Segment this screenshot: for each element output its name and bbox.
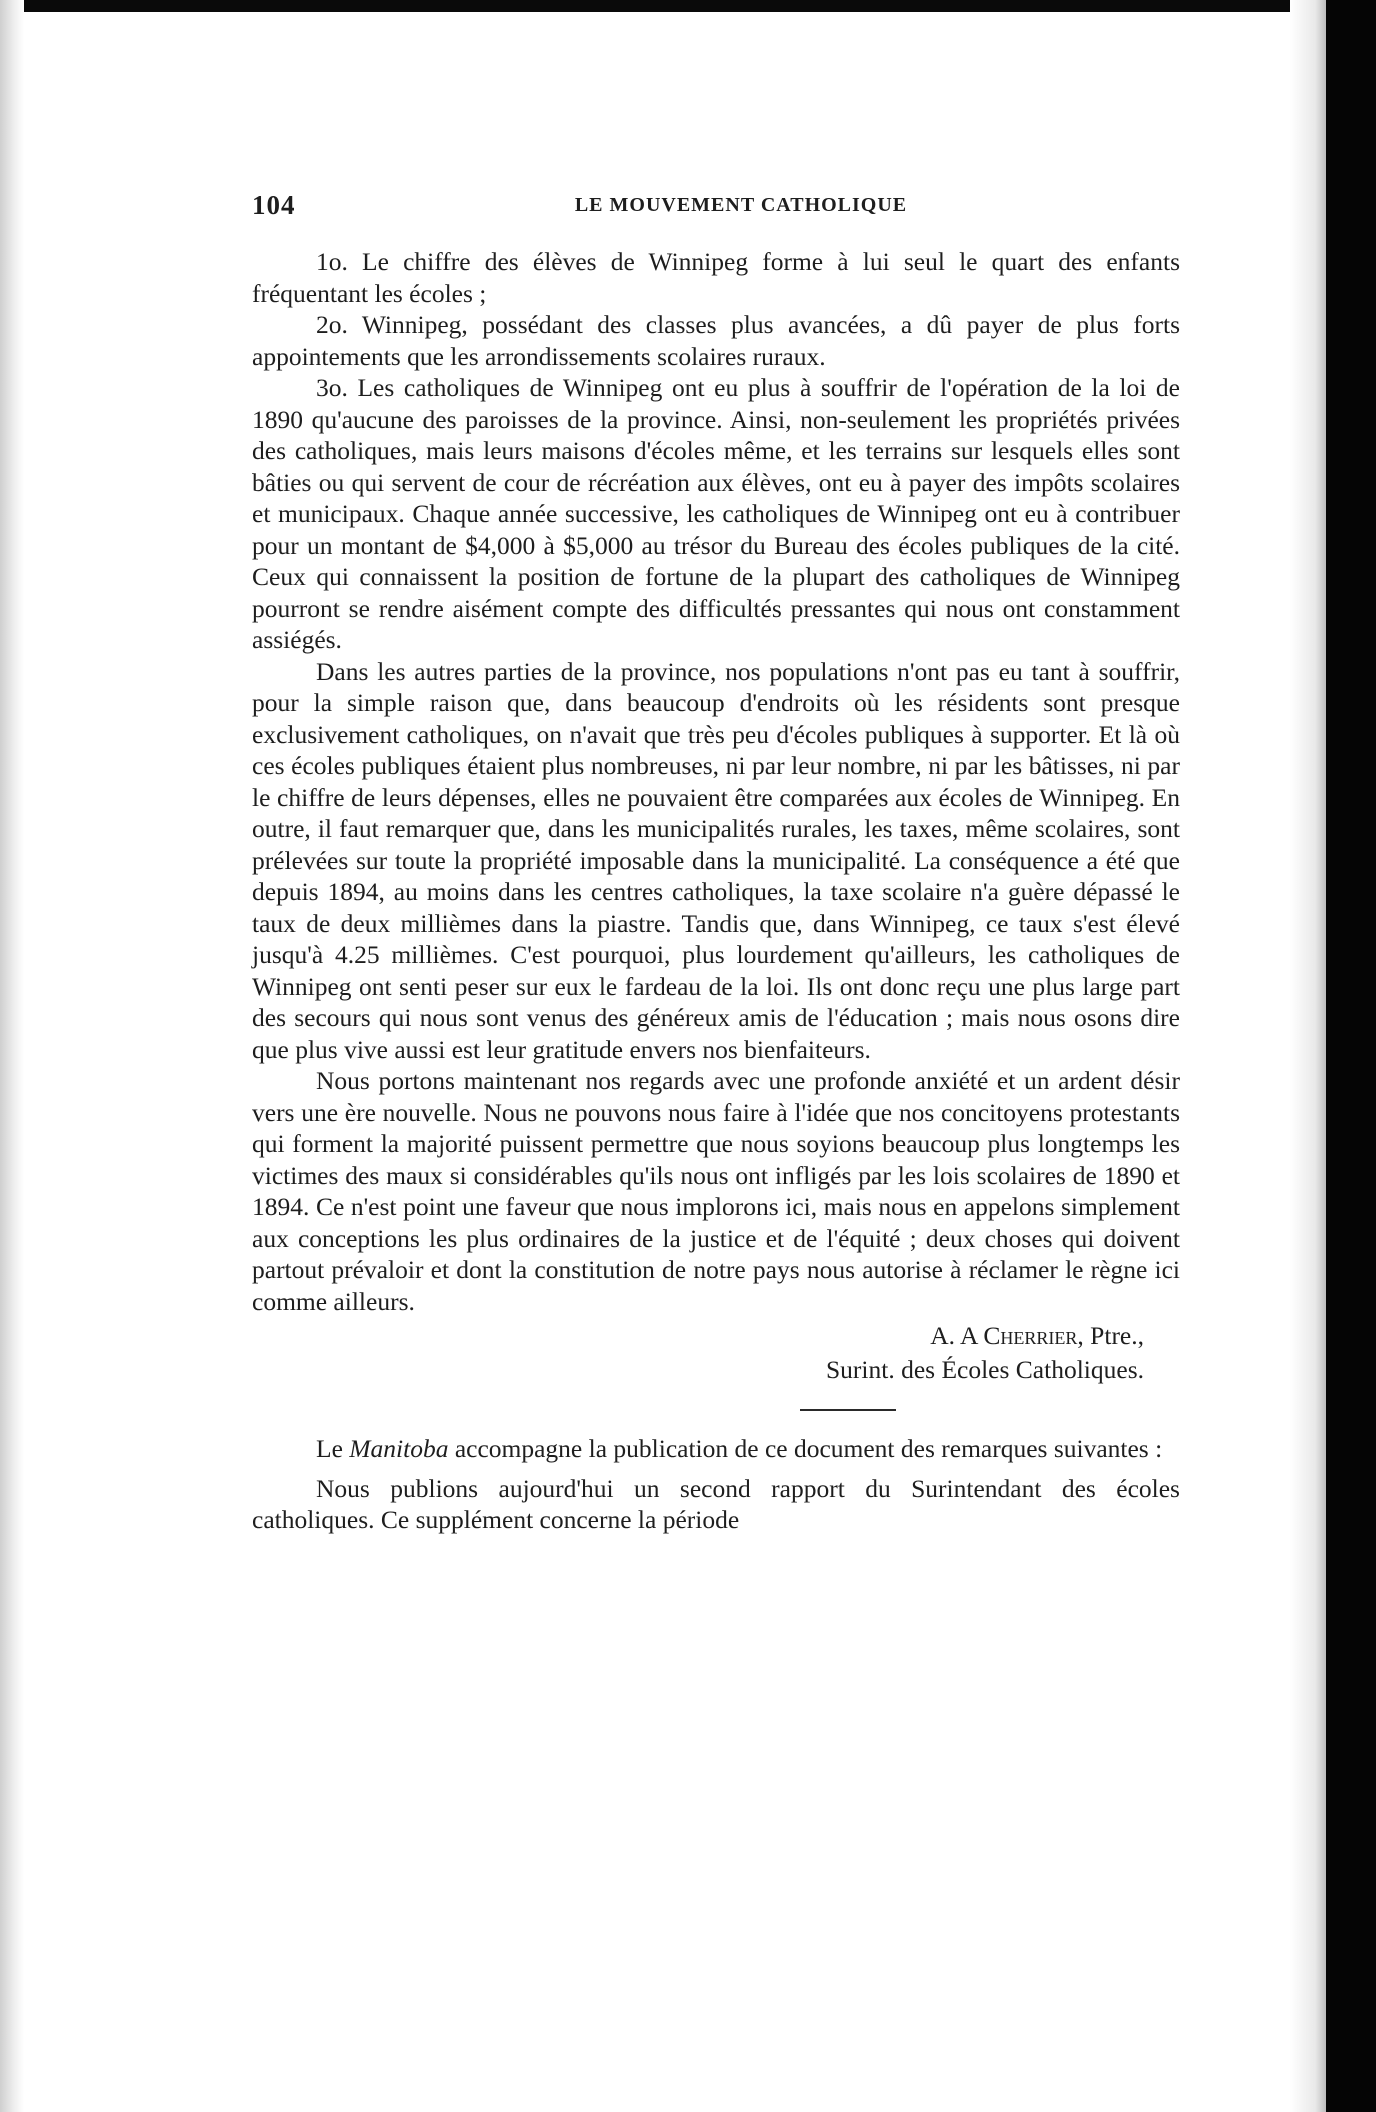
scan-gutter-shadow (1290, 0, 1326, 2112)
paragraph-point-3: 3o. Les catholiques de Winnipeg ont eu plus à souffrir de l'opération de la loi de 1890 qu'aucune des paroisses de la province. Ainsi, non-seulement les propriétés privées des catholiques, mais leurs maisons d'écoles même, et les terrains sur lesquels elles sont bâties ou qui servent de cour de récréation aux élèves, ont eu à payer des impôts scolaires et municipaux. Chaque année successive, les catholiques de Winnipeg ont eu à contribuer pour un montant de $4,000 à $5,000 au trésor du Bureau des écoles publiques de la cité. Ceux qui connaissent la position de fortune de la plupart des catholiques de Winnipeg pourront se rendre aisément compte des difficultés pressantes qui nous ont constamment assiégés. (252, 373, 1180, 654)
book-page (252, 190, 1180, 1544)
remarks-intro (252, 1433, 1180, 1465)
signature-block (252, 1319, 1180, 1387)
scan-top-border (0, 0, 1376, 12)
scan-left-edge (0, 0, 24, 2112)
paragraph-new-era: Nous portons maintenant nos regards avec une profonde anxiété et un ardent désir vers une ère nouvelle. Nous ne pouvons nous faire à l'idée que nos concitoyens protestants qui forment la majorité puissent permettre que nous soyions beaucoup plus longtemps les victimes des maux si considérables qu'ils nous ont infligés par les lois scolaires de 1890 et 1894. Ce n'est point une faveur que nous implorons ici, mais nous en appelons simplement aux conceptions les plus ordinaires de la justice et de l'équité ; deux choses qui doivent partout prévaloir et dont la constitution de notre pays nous autorise à réclamer le règne ici comme ailleurs. (252, 1066, 1180, 1316)
paragraph-point-1: 1o. Le chiffre des élèves de Winnipeg forme à lui seul le quart des enfants fréquentant les écoles ; (252, 247, 1180, 308)
signature-surname: Cherrier (983, 1321, 1078, 1350)
remarks-intro-start: Le (316, 1434, 350, 1463)
page-number: 104 (252, 190, 296, 220)
page-header (252, 190, 1180, 230)
running-head: LE MOUVEMENT CATHOLIQUE (574, 194, 908, 216)
newspaper-title: Manitoba (349, 1434, 449, 1463)
signature-title: , Ptre., (1077, 1321, 1144, 1350)
paragraph-point-2: 2o. Winnipeg, possédant des classes plus avancées, a dû payer de plus forts appointements que les arrondissements scolaires ruraux. (252, 310, 1180, 371)
signature-role: Surint. des Écoles Catholiques. (825, 1355, 1144, 1384)
remarks-intro-end: accompagne la publication de ce document des remarques suivantes : (448, 1434, 1163, 1463)
remarks-paragraph: Nous publions aujourd'hui un second rapport du Surintendant des écoles catholiques. Ce supplément concerne la période (252, 1473, 1180, 1534)
section-divider (800, 1409, 896, 1411)
newspaper-remarks (252, 1433, 1180, 1536)
paragraph-other-parts: Dans les autres parties de la province, nos populations n'ont pas eu tant à souffrir, pour la simple raison que, dans beaucoup d'endroits où les résidents sont presque exclusivement catholiques, on n'avait que très peu d'écoles publiques à supporter. Et là où ces écoles publiques étaient plus nombreuses, ni par leur nombre, ni par les bâtisses, ni par le chiffre de leurs dépenses, elles ne pouvaient être comparées aux écoles de Winnipeg. En outre, il faut remarquer que, dans les municipalités rurales, les taxes, même scolaires, sont prélevées sur toute la propriété imposable dans la municipalité. La conséquence a été que depuis 1894, au moins dans les centres catholiques, la taxe scolaire n'a guère dépassé le taux de deux millièmes dans la piastre. Tandis que, dans Winnipeg, ce taux s'est élevé jusqu'à 4.25 millièmes. C'est pourquoi, plus lourdement qu'ailleurs, les catholiques de Winnipeg ont senti peser sur eux le fardeau de la loi. Ils ont donc reçu une plus large part des secours qui nous sont venus des généreux amis de l'éducation ; mais nous osons dire que plus vive aussi est leur gratitude envers nos bienfaiteurs. (252, 656, 1180, 1064)
letter-body (252, 246, 1180, 1317)
signature-initials: A. A (930, 1321, 984, 1350)
scan-right-border (1326, 0, 1376, 2112)
signature-name-line (252, 1319, 1144, 1353)
